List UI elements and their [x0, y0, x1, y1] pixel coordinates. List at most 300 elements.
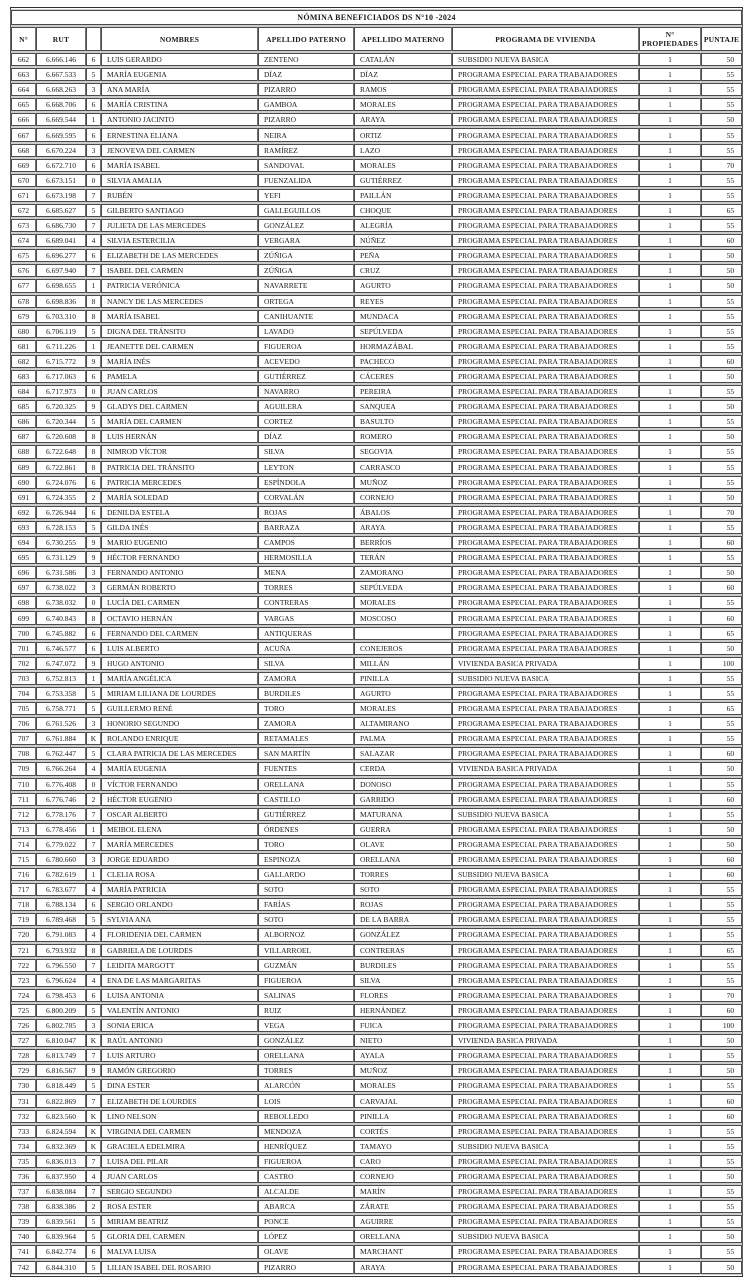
cell-programa-vivienda: VIVIENDA BASICA PRIVADA: [452, 1034, 639, 1047]
cell-apellido-materno: ARAYA: [354, 113, 452, 126]
cell-rut: 6.668.706: [36, 98, 86, 111]
cell-apellido-paterno: ALARCÓN: [258, 1079, 354, 1092]
cell-apellido-paterno: MENDOZA: [258, 1125, 354, 1138]
cell-rut: 6.746.577: [36, 642, 86, 655]
cell-puntaje: 55: [701, 174, 742, 187]
cell-propiedades: 1: [639, 430, 701, 443]
cell-rut: 6.844.310: [36, 1261, 86, 1274]
cell-puntaje: 60: [701, 581, 742, 594]
cell-nombres: NIMROD VÍCTOR: [101, 445, 258, 458]
cell-nombres: SYLVIA ANA: [101, 913, 258, 926]
table-row: [11, 868, 742, 881]
cell-apellido-materno: OLAVE: [354, 838, 452, 851]
cell-puntaje: 55: [701, 551, 742, 564]
cell-dv: 7: [86, 189, 101, 202]
cell-programa-vivienda: PROGRAMA ESPECIAL PARA TRABAJADORES: [452, 793, 639, 806]
cell-numero: 742: [11, 1261, 36, 1274]
cell-apellido-paterno: ZAMORA: [258, 717, 354, 730]
cell-apellido-paterno: ÓRDENES: [258, 823, 354, 836]
cell-puntaje: 55: [701, 1185, 742, 1198]
cell-puntaje: 50: [701, 430, 742, 443]
cell-nombres: SERGIO SEGUNDO: [101, 1185, 258, 1198]
cell-nombres: SERGIO ORLANDO: [101, 898, 258, 911]
table-row: [11, 385, 742, 398]
cell-apellido-materno: AGURTO: [354, 279, 452, 292]
cell-puntaje: 50: [701, 491, 742, 504]
cell-nombres: VIRGINIA DEL CARMEN: [101, 1125, 258, 1138]
cell-numero: 674: [11, 234, 36, 247]
cell-nombres: FLORIDENIA DEL CARMEN: [101, 928, 258, 941]
cell-nombres: SILVIA ESTERCILIA: [101, 234, 258, 247]
cell-puntaje: 50: [701, 1064, 742, 1077]
cell-dv: 9: [86, 536, 101, 549]
cell-apellido-materno: ARAYA: [354, 1261, 452, 1274]
cell-dv: 3: [86, 581, 101, 594]
cell-programa-vivienda: SUBSIDIO NUEVA BASICA: [452, 672, 639, 685]
table-row: [11, 1019, 742, 1032]
cell-apellido-materno: MORALES: [354, 1079, 452, 1092]
cell-propiedades: 1: [639, 642, 701, 655]
cell-dv: 7: [86, 219, 101, 232]
cell-apellido-materno: [354, 627, 452, 640]
cell-numero: 682: [11, 355, 36, 368]
cell-numero: 689: [11, 461, 36, 474]
cell-propiedades: 1: [639, 1185, 701, 1198]
cell-propiedades: 1: [639, 611, 701, 624]
cell-dv: 8: [86, 944, 101, 957]
cell-puntaje: 55: [701, 928, 742, 941]
table-row: [11, 1079, 742, 1092]
cell-programa-vivienda: PROGRAMA ESPECIAL PARA TRABAJADORES: [452, 838, 639, 851]
cell-apellido-paterno: VARGAS: [258, 611, 354, 624]
table-row: [11, 808, 742, 821]
cell-rut: 6.788.134: [36, 898, 86, 911]
cell-numero: 685: [11, 400, 36, 413]
table-row: [11, 1170, 742, 1183]
cell-puntaje: 65: [701, 627, 742, 640]
cell-apellido-paterno: HERMOSILLA: [258, 551, 354, 564]
cell-dv: 6: [86, 506, 101, 519]
column-header-puntaje: PUNTAJE: [701, 27, 742, 51]
cell-propiedades: 1: [639, 868, 701, 881]
cell-numero: 728: [11, 1049, 36, 1062]
cell-propiedades: 1: [639, 204, 701, 217]
cell-propiedades: 1: [639, 672, 701, 685]
cell-puntaje: 55: [701, 295, 742, 308]
cell-programa-vivienda: PROGRAMA ESPECIAL PARA TRABAJADORES: [452, 340, 639, 353]
cell-propiedades: 1: [639, 370, 701, 383]
cell-rut: 6.766.264: [36, 762, 86, 775]
cell-puntaje: 60: [701, 234, 742, 247]
cell-rut: 6.836.013: [36, 1155, 86, 1168]
cell-apellido-materno: ROJAS: [354, 898, 452, 911]
cell-apellido-paterno: CORVALÁN: [258, 491, 354, 504]
cell-propiedades: 1: [639, 853, 701, 866]
cell-apellido-paterno: SOTO: [258, 913, 354, 926]
cell-dv: 5: [86, 702, 101, 715]
cell-nombres: ANA MARÍA: [101, 83, 258, 96]
cell-nombres: MARÍA INÉS: [101, 355, 258, 368]
cell-programa-vivienda: PROGRAMA ESPECIAL PARA TRABAJADORES: [452, 747, 639, 760]
cell-numero: 666: [11, 113, 36, 126]
cell-nombres: GRACIELA EDELMIRA: [101, 1140, 258, 1153]
cell-programa-vivienda: VIVIENDA BASICA PRIVADA: [452, 762, 639, 775]
cell-programa-vivienda: PROGRAMA ESPECIAL PARA TRABAJADORES: [452, 1261, 639, 1274]
table-row: [11, 793, 742, 806]
cell-nombres: MEIBOL ELENA: [101, 823, 258, 836]
cell-rut: 6.842.774: [36, 1245, 86, 1258]
cell-programa-vivienda: PROGRAMA ESPECIAL PARA TRABAJADORES: [452, 1155, 639, 1168]
cell-nombres: ERNESTINA ELIANA: [101, 128, 258, 141]
cell-dv: 0: [86, 385, 101, 398]
cell-apellido-paterno: TORO: [258, 702, 354, 715]
cell-dv: 5: [86, 204, 101, 217]
cell-numero: 687: [11, 430, 36, 443]
cell-programa-vivienda: PROGRAMA ESPECIAL PARA TRABAJADORES: [452, 778, 639, 791]
cell-programa-vivienda: PROGRAMA ESPECIAL PARA TRABAJADORES: [452, 536, 639, 549]
cell-apellido-materno: ORELLANA: [354, 853, 452, 866]
cell-nombres: JUAN CARLOS: [101, 385, 258, 398]
cell-rut: 6.726.944: [36, 506, 86, 519]
cell-nombres: MARÍA EUGENIA: [101, 762, 258, 775]
cell-puntaje: 55: [701, 898, 742, 911]
cell-puntaje: 55: [701, 913, 742, 926]
cell-rut: 6.728.153: [36, 521, 86, 534]
cell-numero: 680: [11, 325, 36, 338]
cell-puntaje: 60: [701, 793, 742, 806]
cell-propiedades: 1: [639, 913, 701, 926]
table-row: [11, 159, 742, 172]
cell-numero: 676: [11, 264, 36, 277]
cell-programa-vivienda: PROGRAMA ESPECIAL PARA TRABAJADORES: [452, 370, 639, 383]
cell-rut: 6.724.076: [36, 476, 86, 489]
table-row: [11, 823, 742, 836]
cell-puntaje: 70: [701, 159, 742, 172]
cell-numero: 715: [11, 853, 36, 866]
cell-apellido-materno: BURDILES: [354, 959, 452, 972]
cell-puntaje: 55: [701, 1200, 742, 1213]
cell-programa-vivienda: PROGRAMA ESPECIAL PARA TRABAJADORES: [452, 174, 639, 187]
cell-apellido-materno: MUÑOZ: [354, 1064, 452, 1077]
cell-apellido-paterno: SANDOVAL: [258, 159, 354, 172]
cell-programa-vivienda: SUBSIDIO NUEVA BASICA: [452, 808, 639, 821]
cell-dv: 1: [86, 823, 101, 836]
cell-dv: 3: [86, 853, 101, 866]
cell-apellido-paterno: CANIHUANTE: [258, 310, 354, 323]
cell-nombres: LEIDITA MARGOTT: [101, 959, 258, 972]
cell-numero: 718: [11, 898, 36, 911]
cell-apellido-paterno: ZENTENO: [258, 53, 354, 66]
cell-dv: 7: [86, 838, 101, 851]
cell-numero: 729: [11, 1064, 36, 1077]
cell-numero: 737: [11, 1185, 36, 1198]
cell-numero: 721: [11, 944, 36, 957]
cell-nombres: VALENTÍN ANTONIO: [101, 1004, 258, 1017]
cell-apellido-paterno: ZÚÑIGA: [258, 264, 354, 277]
cell-nombres: LUIS ALBERTO: [101, 642, 258, 655]
column-header-apellido-materno: APELLIDO MATERNO: [354, 27, 452, 51]
cell-programa-vivienda: PROGRAMA ESPECIAL PARA TRABAJADORES: [452, 159, 639, 172]
cell-apellido-paterno: PIZARRO: [258, 113, 354, 126]
cell-dv: 3: [86, 144, 101, 157]
cell-apellido-paterno: TORO: [258, 838, 354, 851]
cell-propiedades: 1: [639, 793, 701, 806]
cell-dv: 5: [86, 325, 101, 338]
cell-apellido-paterno: ACUÑA: [258, 642, 354, 655]
cell-nombres: MARÍA MERCEDES: [101, 838, 258, 851]
table-row: [11, 415, 742, 428]
cell-dv: 5: [86, 1004, 101, 1017]
cell-nombres: ISABEL DEL CARMEN: [101, 264, 258, 277]
cell-rut: 6.798.453: [36, 989, 86, 1002]
cell-numero: 719: [11, 913, 36, 926]
cell-puntaje: 55: [701, 1245, 742, 1258]
cell-apellido-materno: TORRES: [354, 868, 452, 881]
cell-programa-vivienda: SUBSIDIO NUEVA BASICA: [452, 1140, 639, 1153]
cell-dv: 5: [86, 747, 101, 760]
cell-numero: 735: [11, 1155, 36, 1168]
cell-rut: 6.706.119: [36, 325, 86, 338]
table-row: [11, 325, 742, 338]
cell-programa-vivienda: PROGRAMA ESPECIAL PARA TRABAJADORES: [452, 189, 639, 202]
cell-numero: 704: [11, 687, 36, 700]
cell-rut: 6.818.449: [36, 1079, 86, 1092]
cell-nombres: LUCÍA DEL CARMEN: [101, 596, 258, 609]
cell-apellido-materno: CÁCERES: [354, 370, 452, 383]
cell-apellido-materno: BASULTO: [354, 415, 452, 428]
cell-rut: 6.839.964: [36, 1230, 86, 1243]
cell-programa-vivienda: SUBSIDIO NUEVA BASICA: [452, 53, 639, 66]
cell-rut: 6.762.447: [36, 747, 86, 760]
column-header-apellido-paterno: APELLIDO PATERNO: [258, 27, 354, 51]
table-body: [11, 53, 742, 1274]
cell-nombres: ENA DE LAS MARGARITAS: [101, 974, 258, 987]
cell-dv: 8: [86, 461, 101, 474]
cell-puntaje: 55: [701, 672, 742, 685]
cell-rut: 6.669.544: [36, 113, 86, 126]
cell-dv: 2: [86, 793, 101, 806]
cell-rut: 6.823.560: [36, 1110, 86, 1123]
cell-numero: 702: [11, 657, 36, 670]
cell-numero: 711: [11, 793, 36, 806]
cell-puntaje: 55: [701, 144, 742, 157]
cell-apellido-materno: RAMOS: [354, 83, 452, 96]
cell-dv: 6: [86, 627, 101, 640]
cell-rut: 6.689.041: [36, 234, 86, 247]
cell-rut: 6.720.344: [36, 415, 86, 428]
cell-propiedades: 1: [639, 687, 701, 700]
table-row: [11, 461, 742, 474]
cell-numero: 730: [11, 1079, 36, 1092]
cell-propiedades: 1: [639, 113, 701, 126]
cell-propiedades: 1: [639, 1261, 701, 1274]
cell-dv: 4: [86, 883, 101, 896]
table-row: [11, 944, 742, 957]
cell-programa-vivienda: PROGRAMA ESPECIAL PARA TRABAJADORES: [452, 1004, 639, 1017]
cell-rut: 6.670.224: [36, 144, 86, 157]
cell-puntaje: 55: [701, 808, 742, 821]
cell-dv: 5: [86, 415, 101, 428]
cell-rut: 6.796.550: [36, 959, 86, 972]
cell-nombres: HÉCTOR FERNANDO: [101, 551, 258, 564]
cell-apellido-materno: NÚÑEZ: [354, 234, 452, 247]
table-row: [11, 144, 742, 157]
cell-apellido-materno: MUÑOZ: [354, 476, 452, 489]
cell-apellido-materno: CARVAJAL: [354, 1094, 452, 1107]
table-row: [11, 98, 742, 111]
cell-apellido-materno: DE LA BARRA: [354, 913, 452, 926]
cell-apellido-paterno: ACEVEDO: [258, 355, 354, 368]
cell-apellido-paterno: TORRES: [258, 581, 354, 594]
cell-nombres: JENOVEVA DEL CARMEN: [101, 144, 258, 157]
cell-propiedades: 1: [639, 717, 701, 730]
cell-nombres: FERNANDO DEL CARMEN: [101, 627, 258, 640]
cell-rut: 6.715.772: [36, 355, 86, 368]
cell-programa-vivienda: PROGRAMA ESPECIAL PARA TRABAJADORES: [452, 128, 639, 141]
cell-numero: 722: [11, 959, 36, 972]
cell-dv: 3: [86, 717, 101, 730]
cell-puntaje: 70: [701, 506, 742, 519]
cell-apellido-materno: MORALES: [354, 596, 452, 609]
cell-propiedades: 1: [639, 279, 701, 292]
cell-nombres: MARÍA PATRICIA: [101, 883, 258, 896]
cell-apellido-paterno: FUENZALIDA: [258, 174, 354, 187]
cell-apellido-materno: CHOQUE: [354, 204, 452, 217]
table-row: [11, 838, 742, 851]
cell-apellido-materno: MORALES: [354, 98, 452, 111]
cell-apellido-paterno: GUTIÉRREZ: [258, 370, 354, 383]
cell-programa-vivienda: PROGRAMA ESPECIAL PARA TRABAJADORES: [452, 551, 639, 564]
table-row: [11, 596, 742, 609]
cell-programa-vivienda: PROGRAMA ESPECIAL PARA TRABAJADORES: [452, 642, 639, 655]
cell-rut: 6.738.032: [36, 596, 86, 609]
cell-propiedades: 1: [639, 1034, 701, 1047]
cell-dv: 8: [86, 611, 101, 624]
cell-programa-vivienda: PROGRAMA ESPECIAL PARA TRABAJADORES: [452, 627, 639, 640]
cell-propiedades: 1: [639, 1110, 701, 1123]
cell-propiedades: 1: [639, 234, 701, 247]
cell-apellido-paterno: ANTIQUERAS: [258, 627, 354, 640]
cell-apellido-paterno: VERGARA: [258, 234, 354, 247]
cell-apellido-paterno: CAMPOS: [258, 536, 354, 549]
cell-rut: 6.720.608: [36, 430, 86, 443]
cell-numero: 664: [11, 83, 36, 96]
cell-dv: 7: [86, 959, 101, 972]
cell-dv: 3: [86, 83, 101, 96]
table-row: [11, 355, 742, 368]
cell-propiedades: 1: [639, 521, 701, 534]
cell-puntaje: 55: [701, 219, 742, 232]
cell-rut: 6.698.655: [36, 279, 86, 292]
cell-apellido-paterno: RAMÍREZ: [258, 144, 354, 157]
cell-puntaje: 50: [701, 1230, 742, 1243]
cell-puntaje: 55: [701, 521, 742, 534]
cell-numero: 738: [11, 1200, 36, 1213]
table-row: [11, 974, 742, 987]
cell-apellido-paterno: NAVARRO: [258, 385, 354, 398]
cell-apellido-paterno: SAN MARTÍN: [258, 747, 354, 760]
cell-nombres: JUAN CARLOS: [101, 1170, 258, 1183]
cell-dv: 1: [86, 672, 101, 685]
cell-apellido-paterno: DÍAZ: [258, 68, 354, 81]
cell-propiedades: 1: [639, 295, 701, 308]
table-row: [11, 762, 742, 775]
table-row: [11, 295, 742, 308]
column-header-dv: [86, 27, 101, 51]
cell-nombres: MALVA LUISA: [101, 1245, 258, 1258]
cell-dv: 6: [86, 642, 101, 655]
cell-apellido-paterno: GAMBOA: [258, 98, 354, 111]
cell-apellido-materno: AGURTO: [354, 687, 452, 700]
cell-apellido-paterno: YEFI: [258, 189, 354, 202]
cell-propiedades: 1: [639, 1064, 701, 1077]
cell-propiedades: 1: [639, 83, 701, 96]
cell-puntaje: 50: [701, 642, 742, 655]
cell-programa-vivienda: PROGRAMA ESPECIAL PARA TRABAJADORES: [452, 1019, 639, 1032]
cell-programa-vivienda: PROGRAMA ESPECIAL PARA TRABAJADORES: [452, 264, 639, 277]
cell-rut: 6.796.624: [36, 974, 86, 987]
table-row: [11, 476, 742, 489]
cell-apellido-paterno: GUTIÉRREZ: [258, 808, 354, 821]
cell-apellido-paterno: ABARCA: [258, 1200, 354, 1213]
cell-puntaje: 50: [701, 762, 742, 775]
cell-programa-vivienda: PROGRAMA ESPECIAL PARA TRABAJADORES: [452, 279, 639, 292]
cell-puntaje: 60: [701, 747, 742, 760]
cell-apellido-materno: CARRASCO: [354, 461, 452, 474]
table-row: [11, 959, 742, 972]
cell-nombres: RAMÓN GREGORIO: [101, 1064, 258, 1077]
cell-propiedades: 1: [639, 98, 701, 111]
cell-dv: 1: [86, 340, 101, 353]
cell-apellido-materno: ARAYA: [354, 521, 452, 534]
cell-apellido-paterno: PIZARRO: [258, 83, 354, 96]
cell-dv: K: [86, 1140, 101, 1153]
table-row: [11, 491, 742, 504]
cell-dv: 7: [86, 808, 101, 821]
cell-nombres: MARIO EUGENIO: [101, 536, 258, 549]
cell-nombres: MARÍA DEL CARMEN: [101, 415, 258, 428]
cell-apellido-materno: PAILLÁN: [354, 189, 452, 202]
cell-apellido-paterno: VEGA: [258, 1019, 354, 1032]
cell-puntaje: 55: [701, 974, 742, 987]
cell-apellido-materno: ORTIZ: [354, 128, 452, 141]
cell-apellido-paterno: FUENTES: [258, 762, 354, 775]
cell-apellido-materno: GUERRA: [354, 823, 452, 836]
cell-propiedades: 1: [639, 762, 701, 775]
cell-nombres: MARÍA ISABEL: [101, 310, 258, 323]
cell-nombres: GLORIA DEL CARMEN: [101, 1230, 258, 1243]
table-row: [11, 1155, 742, 1168]
cell-apellido-materno: TERÁN: [354, 551, 452, 564]
cell-apellido-materno: CORTÉS: [354, 1125, 452, 1138]
cell-numero: 691: [11, 491, 36, 504]
cell-programa-vivienda: PROGRAMA ESPECIAL PARA TRABAJADORES: [452, 400, 639, 413]
cell-nombres: MIRIAM BEATRIZ: [101, 1215, 258, 1228]
cell-apellido-materno: PALMA: [354, 732, 452, 745]
cell-apellido-paterno: ALBORNOZ: [258, 928, 354, 941]
cell-numero: 669: [11, 159, 36, 172]
cell-numero: 714: [11, 838, 36, 851]
cell-puntaje: 55: [701, 1155, 742, 1168]
cell-programa-vivienda: PROGRAMA ESPECIAL PARA TRABAJADORES: [452, 944, 639, 957]
cell-apellido-materno: PACHECO: [354, 355, 452, 368]
cell-apellido-materno: CORNEJO: [354, 491, 452, 504]
column-header-programa-vivienda: PROGRAMA DE VIVIENDA: [452, 27, 639, 51]
cell-programa-vivienda: PROGRAMA ESPECIAL PARA TRABAJADORES: [452, 596, 639, 609]
cell-puntaje: 65: [701, 204, 742, 217]
cell-apellido-materno: CATALÁN: [354, 53, 452, 66]
cell-apellido-materno: MORALES: [354, 159, 452, 172]
